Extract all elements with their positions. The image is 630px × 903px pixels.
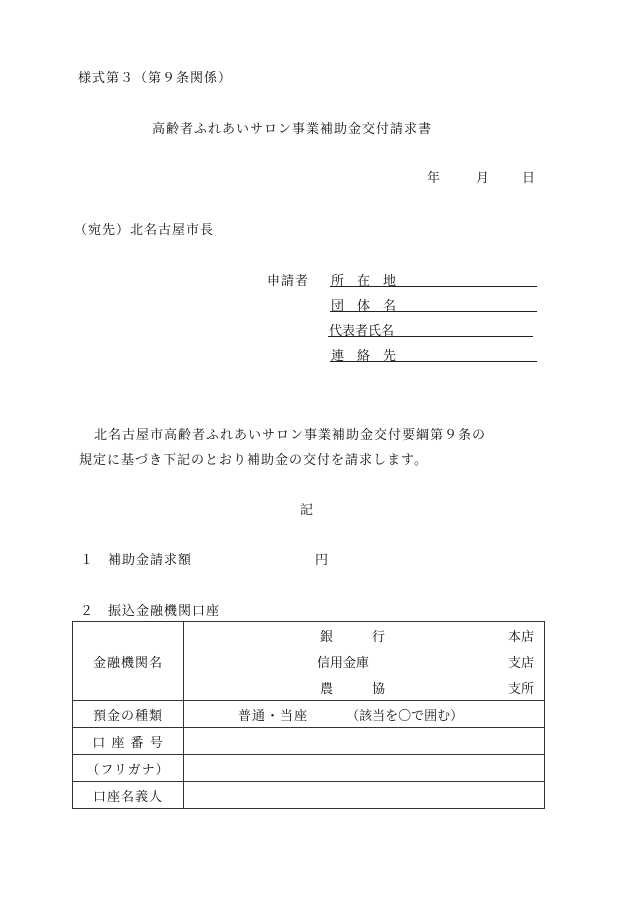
branch-type-shisho: 支所: [508, 682, 535, 697]
applicant-field-contact: 連 絡 先: [331, 349, 397, 364]
applicant-field-address: 所 在 地: [331, 274, 397, 289]
inst-type-nokyo: 農 協: [320, 682, 386, 697]
branch-type-honten: 本店: [508, 630, 535, 645]
branch-type-shiten: 支店: [508, 656, 535, 671]
furigana-label: （フリガナ）: [73, 755, 184, 782]
body-text-line2: 規定に基づき下記のとおり補助金の交付を請求します。: [79, 453, 428, 468]
institution-label: 金融機関名: [73, 622, 184, 701]
section2-label: 振込金融機関口座: [108, 604, 221, 619]
document-title: 高齢者ふれあいサロン事業補助金交付請求書: [152, 122, 433, 137]
account-number-label: 口 座 番 号: [73, 728, 184, 755]
section2-number: ２: [80, 604, 94, 619]
date-day: 日: [522, 171, 536, 186]
inst-type-shinkin: 信用金庫: [317, 656, 370, 671]
ki-heading: 記: [300, 503, 314, 518]
account-name-row: [73, 782, 545, 809]
contact-underline[interactable]: [330, 361, 537, 362]
applicant-field-rep: 代表者氏名: [329, 324, 395, 339]
account-number-row: [73, 728, 545, 755]
bank-account-table: [72, 621, 545, 809]
account-name-cell[interactable]: [184, 782, 545, 809]
institution-row: [73, 622, 545, 701]
form-number: 様式第３（第９条関係）: [78, 71, 233, 86]
inst-type-bank: 銀 行: [320, 630, 386, 645]
deposit-value: 普通・当座: [238, 708, 309, 724]
date-year: 年: [427, 171, 441, 186]
account-number-cell[interactable]: [184, 728, 545, 755]
deposit-row: [73, 701, 545, 728]
section1-unit: 円: [315, 553, 329, 568]
deposit-cell[interactable]: [184, 701, 545, 728]
rep-underline[interactable]: [328, 336, 533, 337]
furigana-row: [73, 755, 545, 782]
date-month: 月: [476, 171, 490, 186]
addressee: （宛先）北名古屋市長: [74, 223, 215, 238]
address-underline[interactable]: [330, 286, 537, 287]
account-name-label: 口座名義人: [73, 782, 184, 809]
deposit-note: （該当を〇で囲む）: [346, 708, 464, 724]
deposit-label: 預金の種類: [73, 701, 184, 728]
furigana-cell[interactable]: [184, 755, 545, 782]
section1-label: 補助金請求額: [108, 553, 193, 568]
institution-cell[interactable]: [184, 622, 545, 701]
org-underline[interactable]: [330, 311, 537, 312]
body-text-line1: 北名古屋市高齢者ふれあいサロン事業補助金交付要綱第９条の: [94, 428, 487, 443]
section1-number: １: [80, 553, 94, 568]
applicant-label: 申請者: [267, 274, 310, 289]
applicant-field-org: 団 体 名: [331, 299, 397, 314]
